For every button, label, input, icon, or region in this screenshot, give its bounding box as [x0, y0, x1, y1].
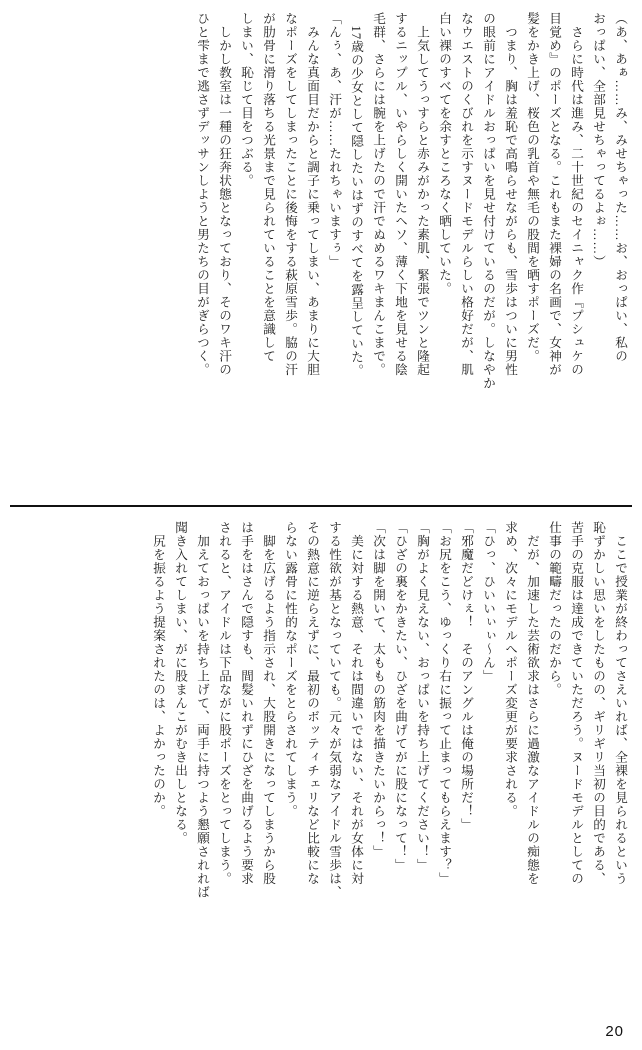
text-column: しまい、恥じて目をつぶる。 [239, 12, 253, 188]
bottom-panel-columns [18, 521, 626, 1044]
text-column: するニップル、いやらしく開いたヘソ、薄く下地を見せる陰 [393, 12, 407, 377]
text-column: さらに時代は進み、二十世紀のセイニャク作『プシュケの [569, 12, 583, 377]
text-column: 「んぅ、あ、汗が……たれちゃいますぅ」 [327, 12, 341, 269]
top-panel-columns [18, 12, 626, 499]
text-column: みんな真面目だからと調子に乗ってしまい、あまりに大胆 [305, 12, 319, 377]
text-column: 17歳の少女として隠したいはずのすべてを露呈していた。 [349, 12, 363, 378]
text-column: 苦手の克服は達成できていただろう。ヌードモデルとしての [569, 521, 583, 886]
text-column: 尻を振るよう提案されたのは、よかったのか。 [151, 521, 165, 818]
text-column: 「ひっ、ひいいぃぃ～ん」 [481, 521, 495, 683]
text-column: 聞き入れてしまい、がに股まんこがむき出しとなる。 [173, 521, 187, 845]
text-column: は手をはさんで隠すも、間髪いれずにひざを曲げるよう要求 [239, 521, 253, 886]
text-column: 目覚め』のポーズとなる。これもまた裸婦の名画で、女神が [547, 12, 561, 377]
text-column: 「邪魔だどけぇ！ そのアングルは俺の場所だ！」 [459, 521, 473, 832]
text-column: する性欲が基となっていても。元々が気弱なアイドル雪歩は、 [327, 521, 341, 899]
text-column: しかし教室は一種の狂奔状態となっており、そのワキ汗の [217, 12, 231, 377]
text-column: 美に対する熱意、それは間違いではない、それが女体に対 [349, 521, 363, 886]
text-column: 加えておっぱいを持ち上げて、両手に持つよう懇願されれば [195, 521, 209, 899]
text-column: 上気してうっすらと赤みがかった素肌、緊張でツンと隆起 [415, 12, 429, 377]
text-column: ここで授業が終わってさえいれば、全裸を見られるという [613, 521, 627, 886]
text-column: 仕事の範疇だったのだから。 [547, 521, 561, 697]
text-column: 求め、次々にモデルへポーズ変更が要求される。 [503, 521, 517, 818]
text-column: 白い裸のすべてを余すところなく晒していた。 [437, 12, 451, 296]
text-column: の眼前にアイドルおっぱいを見せ付けているのだが。しなやか [481, 12, 495, 390]
top-text-panel [0, 0, 642, 505]
text-column: が肋骨に滑り落ちる光景まで見られていることを意識して [261, 12, 275, 363]
text-column: なポーズをしてしまったことに後悔をする萩原雪歩。脇の汗 [283, 12, 297, 377]
text-column: だが、加速した芸術欲求はさらに過激なアイドルの痴態を [525, 521, 539, 886]
text-column: おっぱい、全部見せちゃってるよぉ……） [591, 12, 605, 269]
text-column: 「ひざの裏をかきたい、ひざを曲げてがに股になって！」 [393, 521, 407, 872]
text-column: 脚を広げるよう指示され、大股開きになってしまうから股 [261, 521, 275, 886]
text-column: 「次は脚を開いて、太ももの筋肉を描きたいからっ！」 [371, 521, 385, 859]
text-column: 髪をかき上げ、桜色の乳首や無毛の股間を晒すポーズだ。 [525, 12, 539, 363]
text-column: されると、アイドルは下品ながに股ポーズをとってしまう。 [217, 521, 231, 886]
page-number: 20 [605, 1023, 624, 1040]
bottom-text-panel [0, 507, 642, 1050]
text-column: （あ、あぁ……み、みせちゃった……お、おっぱい、私の [613, 12, 627, 363]
text-column: 「胸がよく見えない、おっぱいを持ち上げてください！」 [415, 521, 429, 872]
text-column: らない露骨に性的なポーズをとらされてしまう。 [283, 521, 297, 818]
text-column: 毛群、さらには腕を上げたので汗でぬめるワキまんこまで。 [371, 12, 385, 377]
text-column: その熱意に逆らえずに、最初のボッティチェリなど比較にな [305, 521, 319, 886]
text-column: 恥ずかしい思いをしたものの、ギリギリ当初の目的である、 [591, 521, 605, 886]
text-column: なウエストのくびれを示すヌードモデルらしい格好だが、肌 [459, 12, 473, 377]
text-column: つまり、胸は羞恥で高鳴らせながらも、雪歩はついに男性 [503, 12, 517, 377]
text-column: ひと雫まで逃さずデッサンしようと男たちの目がぎらつく。 [195, 12, 209, 377]
text-column: 「お尻をこう、ゆっくり右に振って止まってもらえます？」 [437, 521, 451, 886]
